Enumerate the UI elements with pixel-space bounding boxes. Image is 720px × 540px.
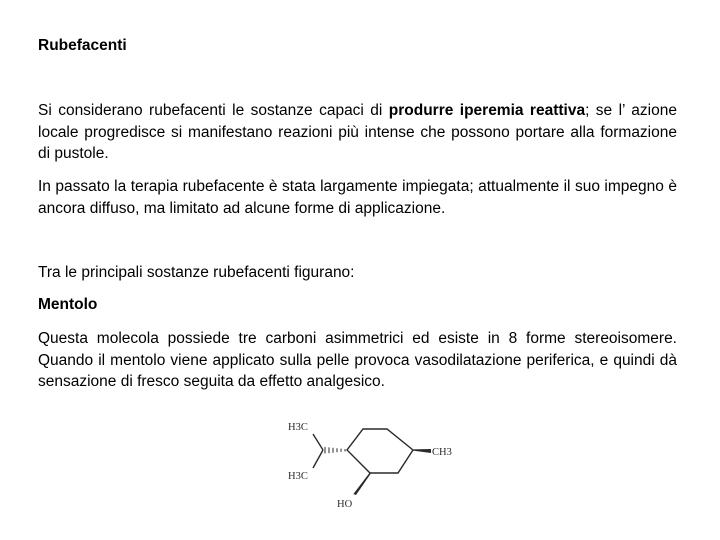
cyclohexane-ring (347, 429, 413, 473)
label-h3c-top: H3C (288, 422, 308, 433)
wedge-bond-methyl (413, 449, 431, 453)
section-subtitle: Mentolo (38, 296, 98, 313)
paragraph-definition-start: Si considerano rubefacenti le sostanze capaci di (38, 102, 389, 119)
paragraph-list-intro: Tra le principali sostanze rubefacenti figurano: (38, 264, 355, 281)
paragraph-history: In passato la terapia rubefacente è stata largamente impiegata; attualmente il suo impegno è ancora diffuso, ma limitato ad alcune forme di applicazione. (38, 178, 677, 217)
label-h3c-bottom: H3C (288, 471, 308, 482)
label-ho: HO (337, 499, 353, 510)
paragraph-definition-end: ; se l’ azione locale progredisce si manifestano reazioni più intense che possono portare alla formazione di pustole. (38, 102, 677, 162)
menthol-structure-diagram (285, 413, 470, 513)
page-title: Rubefacenti (38, 37, 127, 54)
wedge-bond-hydroxyl (353, 473, 371, 495)
hashed-bond-isopropyl (325, 447, 345, 454)
paragraph-definition (38, 100, 677, 165)
paragraph-menthol: Questa molecola possiede tre carboni asimmetrici ed esiste in 8 forme stereoisomere. Quando il mentolo viene applicato sulla pelle provoca vasodilatazione periferica, e quindi dà sensazione di fresco seguita da effetto analgesico. (38, 330, 677, 390)
paragraph-definition-highlight: produrre iperemia reattiva (388, 102, 586, 119)
bond-isopropyl-lower (313, 450, 323, 468)
bond-isopropyl-upper (313, 434, 323, 450)
label-ch3: CH3 (432, 447, 452, 458)
